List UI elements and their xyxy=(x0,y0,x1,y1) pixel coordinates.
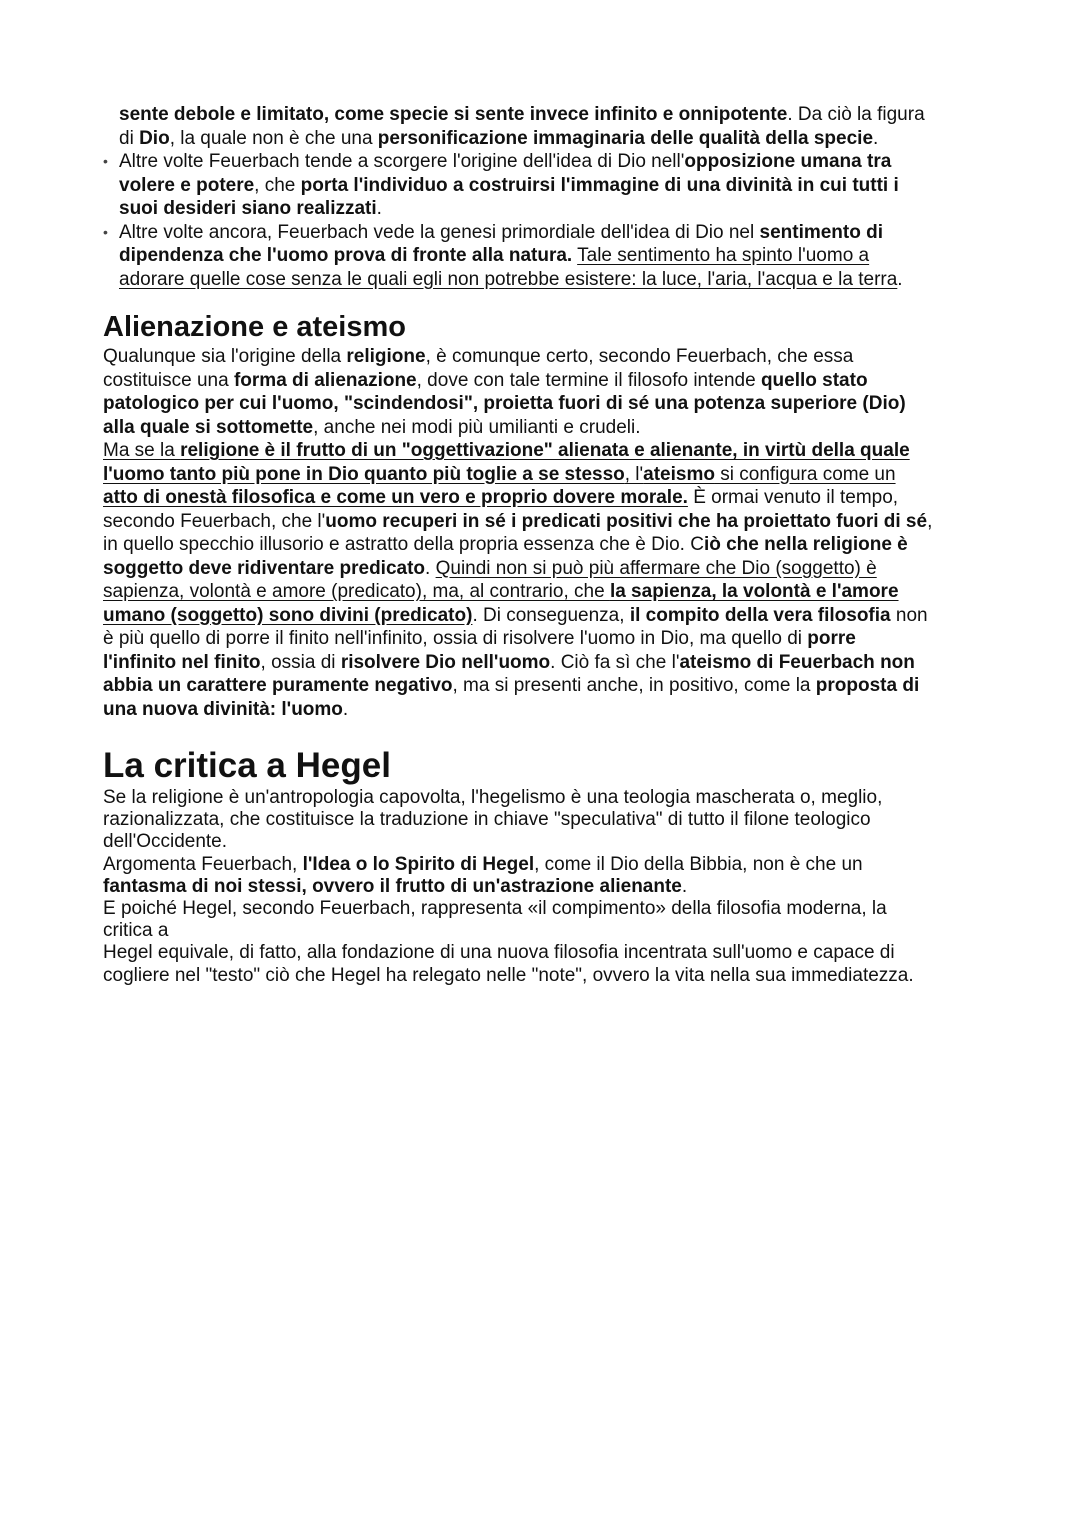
bold-text: uomo recuperi in sé i predicati positivi che ha proiettato fuori di sé xyxy=(325,510,928,532)
text-line xyxy=(103,244,1003,268)
text-run: . xyxy=(425,557,436,579)
text-run: dell'Occidente. xyxy=(103,831,228,853)
text-run: sapienza, volontà e amore (predicato), ma, al contrario, che xyxy=(103,581,610,602)
bold-text: alla quale si sottomette xyxy=(103,416,314,438)
text-line xyxy=(103,463,1003,487)
text-run: Qualunque sia l'origine della xyxy=(103,346,347,367)
text-run: E poiché Hegel, secondo Feuerbach, rappresenta «il compimento» della filosofia moderna, la xyxy=(103,897,887,919)
text-run: , ossia di xyxy=(260,651,341,673)
bold-text: fantasma di noi stessi, ovvero il frutto di un'astrazione alienante xyxy=(103,875,682,897)
text-run: di xyxy=(119,127,140,149)
text-run: . Di conseguenza, xyxy=(472,604,630,626)
text-run: , xyxy=(927,510,933,532)
text-run: Ma se la xyxy=(103,440,181,461)
bold-text: volere e potere xyxy=(119,174,255,196)
text-run: , l' xyxy=(624,463,644,485)
text-line xyxy=(103,268,1003,292)
bullet-line xyxy=(103,150,1003,174)
text-line xyxy=(103,197,1003,221)
section-feuerbach-origins xyxy=(103,103,1003,291)
text-line xyxy=(103,651,1003,675)
text-line xyxy=(103,698,1003,722)
section-alienazione-body xyxy=(103,345,1003,721)
text-line xyxy=(103,510,1003,534)
text-run: Se la religione è un'antropologia capovolta, l'hegelismo è una teologia mascherata o, meglio, xyxy=(103,787,883,808)
bold-text: umano (soggetto) sono divini (predicato) xyxy=(103,604,473,626)
text-run: Altre volte Feuerbach tende a scorgere l'origine dell'idea di Dio nell' xyxy=(119,151,685,172)
text-run: Hegel equivale, di fatto, alla fondazione di una nuova filosofia incentrata sull'uomo e capace di xyxy=(103,942,895,964)
text-line xyxy=(103,439,1003,463)
bullet-line xyxy=(103,221,1003,245)
text-run: secondo Feuerbach, che l' xyxy=(103,510,326,532)
bold-text: il compito della vera filosofia xyxy=(629,604,891,626)
bold-text: la sapienza, la volontà e l'amore xyxy=(609,581,899,602)
bold-text: l'infinito nel finito xyxy=(103,651,261,673)
text-line xyxy=(103,486,1003,510)
text-line xyxy=(103,965,1003,987)
text-line xyxy=(103,831,1003,853)
bold-text: quello stato xyxy=(760,369,868,391)
text-run: critica a xyxy=(103,920,169,942)
text-run: . xyxy=(873,127,879,149)
text-run: si configura come un xyxy=(714,463,896,485)
text-line xyxy=(103,809,1003,831)
text-run: , come il Dio della Bibbia, non è che un xyxy=(534,853,863,875)
text-run: non xyxy=(890,604,928,626)
text-run: . xyxy=(376,198,382,219)
text-run: costituisce una xyxy=(103,369,234,391)
bold-text: iò che nella religione è xyxy=(703,534,908,555)
text-line xyxy=(103,942,1003,964)
bold-text: proposta di xyxy=(815,675,920,696)
text-line xyxy=(103,392,1003,416)
bold-text: ateismo xyxy=(643,463,715,485)
text-run: , ma si presenti anche, in positivo, come la xyxy=(452,675,816,696)
text-line xyxy=(103,898,1003,920)
text-line xyxy=(103,604,1003,628)
bold-text: soggetto deve ridiventare predicato xyxy=(103,557,426,579)
text-line xyxy=(103,787,1003,809)
bold-text: patologico per cui l'uomo, "scindendosi", proietta fuori di sé una potenza superiore (Dio) xyxy=(103,393,906,414)
bold-text: sente debole e limitato, come specie si sente invece infinito e onnipotente xyxy=(119,104,788,125)
text-line xyxy=(103,174,1003,198)
text-line xyxy=(103,854,1003,876)
bold-text: risolvere Dio nell'uomo xyxy=(340,651,551,673)
text-line xyxy=(103,557,1003,581)
text-run: Quindi non si può più affermare che Dio (soggetto) è xyxy=(435,557,877,579)
text-line xyxy=(103,674,1003,698)
text-line xyxy=(103,345,1003,369)
text-run: . xyxy=(342,698,349,720)
text-line xyxy=(103,533,1003,557)
bold-text: forma di alienazione xyxy=(233,369,417,391)
text-line xyxy=(103,627,1003,651)
bold-text: suoi desideri siano realizzati xyxy=(119,198,377,219)
bold-text: porre xyxy=(807,628,856,649)
bold-text: opposizione umana tra xyxy=(684,151,892,172)
text-run: Tale sentimento ha spinto l'uomo a xyxy=(577,245,870,266)
heading-critica-a-hegel: La critica a Hegel xyxy=(103,746,391,785)
text-run: . Da ciò la figura xyxy=(787,104,925,125)
text-run: . xyxy=(681,875,688,897)
text-line xyxy=(103,127,1003,151)
bold-text: sentimento di xyxy=(759,221,884,243)
text-line xyxy=(103,580,1003,604)
text-run: . Ciò fa sì che l' xyxy=(550,651,680,673)
text-run: è più quello di porre il finito nell'infinito, ossia di risolvere l'uomo in Dio, ma quello di xyxy=(103,628,808,649)
heading-alienazione-e-ateismo: Alienazione e ateismo xyxy=(103,311,406,343)
text-run: . xyxy=(897,268,903,290)
bold-text: Dio xyxy=(139,127,170,149)
text-run: in quello specchio illusorio e astratto della propria essenza che è Dio. C xyxy=(103,534,704,555)
bold-text: una nuova divinità: l'uomo xyxy=(103,698,343,720)
bold-text: religione è il frutto di un "oggettivazione" alienata e alienante, in virtù della quale xyxy=(180,440,910,461)
bold-text: atto di onestà filosofica e come un vero e proprio dovere morale. xyxy=(103,487,688,508)
text-run: È ormai venuto il tempo, xyxy=(687,487,899,508)
bold-text: l'Idea o lo Spirito di Hegel xyxy=(302,853,535,875)
bold-text: dipendenza che l'uomo prova di fronte alla natura. xyxy=(119,245,573,266)
text-run: , dove con tale termine il filosofo intende xyxy=(416,369,761,391)
bold-text: personificazione immaginaria delle qualità della specie xyxy=(377,127,874,149)
text-line xyxy=(103,103,1003,127)
text-run: , la quale non è che una xyxy=(169,127,378,149)
text-run: cogliere nel "testo" ciò che Hegel ha relegato nelle "note", ovvero la vita nella sua immediatezza. xyxy=(103,964,914,986)
text-line xyxy=(103,876,1003,898)
bold-text: porta l'individuo a costruirsi l'immagine di una divinità in cui tutti i xyxy=(300,174,899,196)
text-run: , che xyxy=(254,174,301,196)
bold-text: religione xyxy=(346,346,426,367)
text-run: , anche nei modi più umilianti e crudeli. xyxy=(313,416,641,438)
text-line xyxy=(103,416,1003,440)
text-run: razionalizzata, che costituisce la traduzione in chiave "speculativa" di tutto il filone teologico xyxy=(103,809,871,831)
bold-text: abbia un carattere puramente negativo xyxy=(103,675,453,696)
text-run: adorare quelle cose senza le quali egli non potrebbe esistere: la luce, l'aria, l'acqua e la terra xyxy=(119,268,898,290)
section-hegel-body xyxy=(103,787,1003,987)
text-line xyxy=(103,920,1003,942)
text-run: Altre volte ancora, Feuerbach vede la genesi primordiale dell'idea di Dio nel xyxy=(119,221,760,243)
bold-text: l'uomo tanto più pone in Dio quanto più toglie a se stesso xyxy=(103,463,625,485)
bold-text: ateismo di Feuerbach non xyxy=(679,651,915,673)
text-run: , è comunque certo, secondo Feuerbach, che essa xyxy=(425,346,854,367)
text-run: Argomenta Feuerbach, xyxy=(103,853,303,875)
text-line xyxy=(103,369,1003,393)
